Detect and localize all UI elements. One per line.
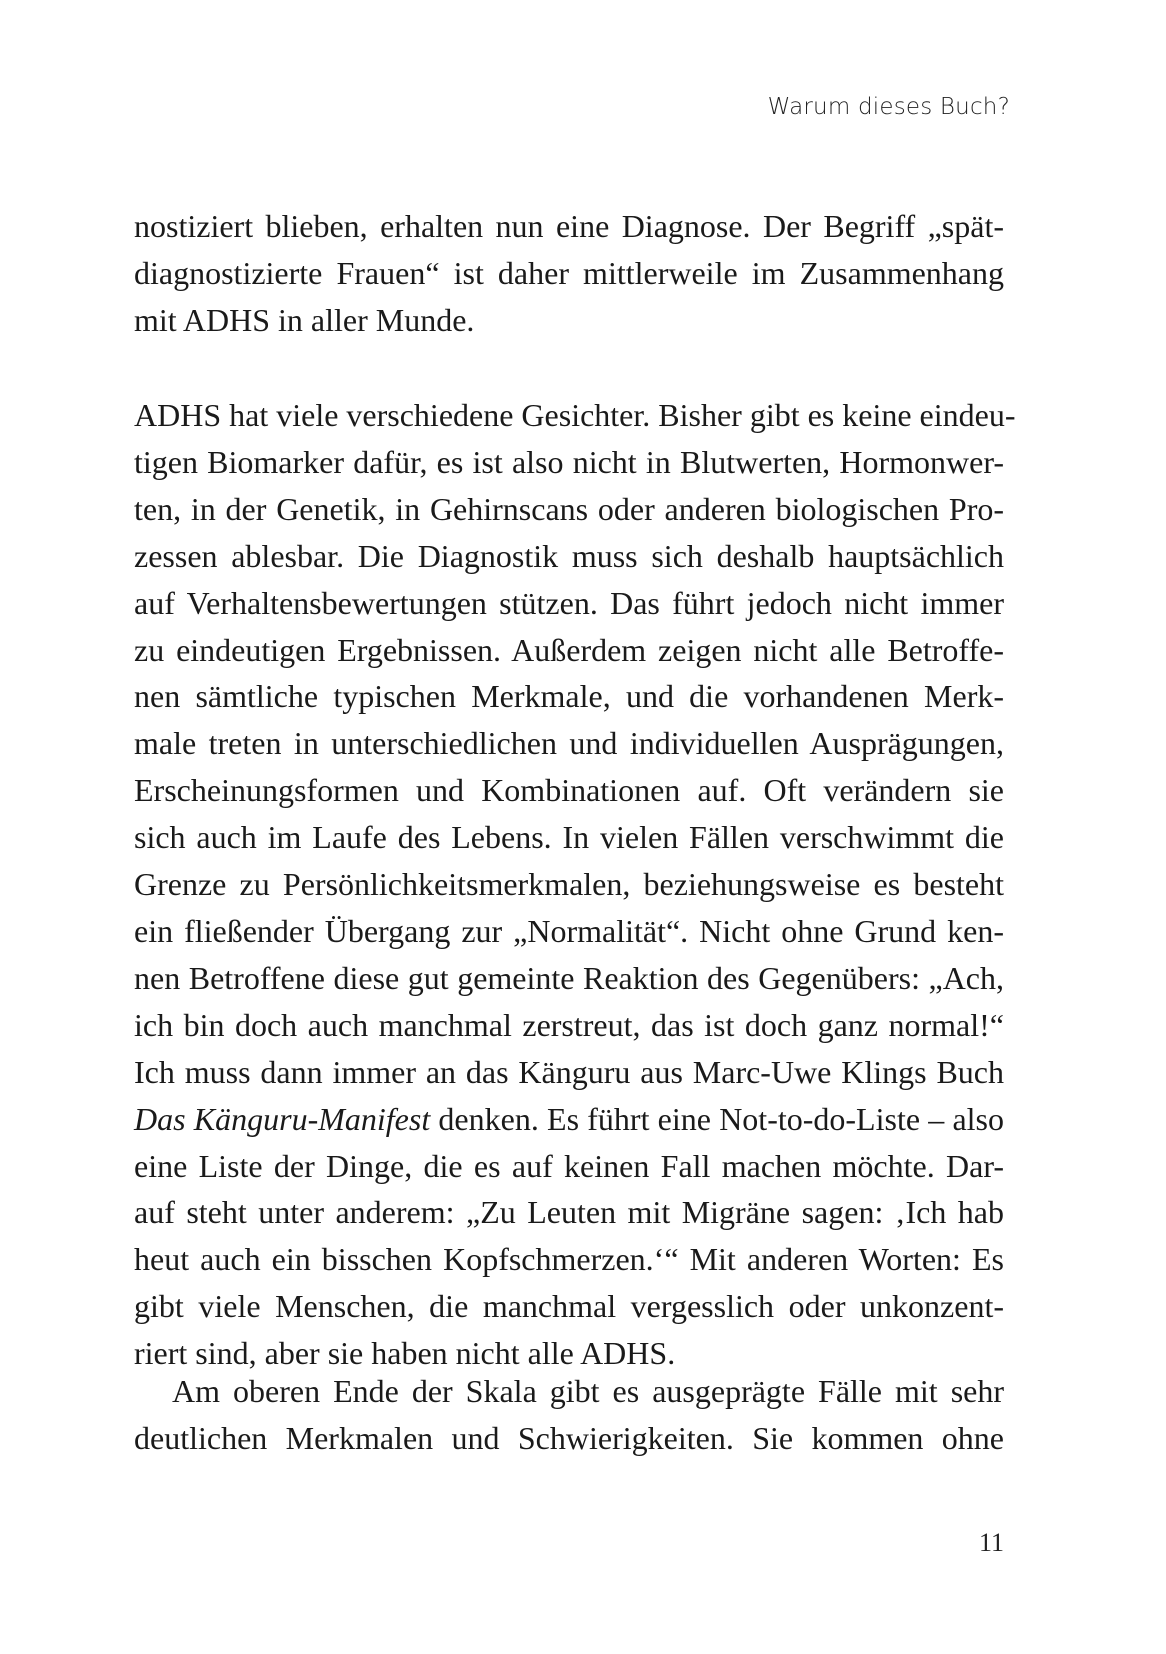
text-line: auf steht unter anderem: „Zu Leuten mit Migräne sagen: ‚Ich hab: [134, 1194, 1004, 1231]
page-number: 11: [978, 1528, 1004, 1557]
text-line: eine Liste der Dinge, die es auf keinen Fall machen möchte. Dar-: [134, 1147, 1004, 1184]
text-line: nostiziert blieben, erhalten nun eine Diagnose. Der Begriff „spät-: [134, 208, 1004, 244]
text-line: Am oberen Ende der Skala gibt es ausgeprägte Fälle mit sehr: [172, 1373, 1004, 1409]
paragraph-2: [134, 392, 1016, 1377]
book-title: Das Känguru-Manifest: [134, 1100, 431, 1137]
text-line: mit ADHS in aller Munde.: [134, 301, 475, 338]
text-line: nen Betroffene diese gut gemeinte Reaktion des Gegenübers: „Ach,: [134, 959, 1004, 996]
text-line: heut auch ein bisschen Kopfschmerzen.‘“ Mit anderen Worten: Es: [134, 1241, 1004, 1278]
text-line: riert sind, aber sie haben nicht alle ADHS.: [134, 1335, 676, 1372]
text-line: deutlichen Merkmalen und Schwierigkeiten. Sie kommen ohne: [134, 1419, 1004, 1456]
text-line: auf Verhaltensbewertungen stützen. Das führt jedoch nicht immer: [134, 584, 1004, 621]
text-line: zessen ablesbar. Die Diagnostik muss sich deshalb hauptsächlich: [134, 537, 1004, 574]
text-line: tigen Biomarker dafür, es ist also nicht in Blutwerten, Hormonwer-: [134, 443, 1004, 480]
text-line: ADHS hat viele verschiedene Gesichter. Bisher gibt es keine eindeu-: [134, 397, 1016, 433]
text-line: nen sämtliche typischen Merkmale, und die vorhandenen Merk-: [134, 678, 1004, 715]
text-line: ich bin doch auch manchmal zerstreut, das ist doch ganz normal!“: [134, 1006, 1004, 1043]
text-line: Ich muss dann immer an das Känguru aus Marc-Uwe Klings Buch: [134, 1053, 1004, 1090]
text-line: Grenze zu Persönlichkeitsmerkmalen, beziehungsweise es besteht: [134, 866, 1004, 903]
text-line: sich auch im Laufe des Lebens. In vielen Fällen verschwimmt die: [134, 819, 1004, 856]
text-line: ten, in der Genetik, in Gehirnscans oder anderen biologischen Pro-: [134, 490, 1004, 527]
text-line: ein fließender Übergang zur „Normalität“. Nicht ohne Grund ken-: [134, 912, 1004, 949]
text-line-with-book-title: [134, 1096, 1004, 1143]
text-line: gibt viele Menschen, die manchmal vergesslich oder unkonzent-: [134, 1288, 1004, 1325]
running-head: Warum dieses Buch?: [767, 94, 1010, 120]
paragraph-3: [134, 1368, 1004, 1462]
text-line: diagnostizierte Frauen“ ist daher mittlerweile im Zusammenhang: [134, 254, 1004, 291]
text-line: male treten in unterschiedlichen und individuellen Ausprägungen,: [134, 725, 1004, 762]
text-line-rest: denken. Es führt eine Not-to-do-Liste – also: [430, 1100, 1005, 1137]
text-line: Erscheinungsformen und Kombinationen auf. Oft verändern sie: [134, 772, 1004, 809]
paragraph-1: [134, 203, 1004, 344]
text-line: zu eindeutigen Ergebnissen. Außerdem zeigen nicht alle Betroffe-: [134, 631, 1004, 668]
